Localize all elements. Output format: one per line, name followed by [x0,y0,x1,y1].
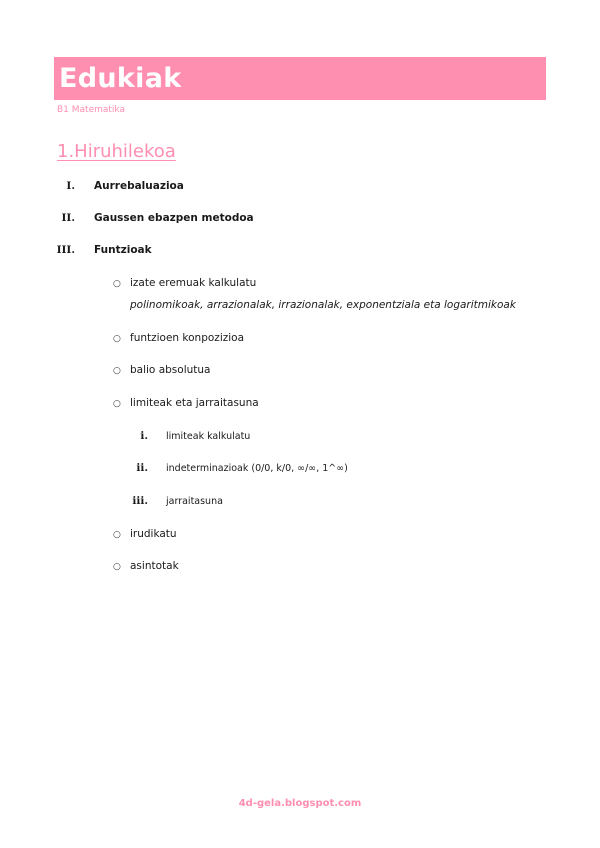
outline-numeral-2: II. [61,212,75,224]
function-item-3: balio absolutua [130,364,211,376]
outline-numeral-1: I. [66,180,75,192]
limit-numeral-2: ii. [136,462,148,474]
function-item-1: izate eremuak kalkulatu [130,277,257,289]
footer-link[interactable]: 4d-gela.blogspot.com [238,798,362,809]
function-item-2: funtzioen konpozizioa [130,332,245,344]
limit-item-1: limiteak kalkulatu [166,431,251,442]
outline-numeral-3: III. [56,244,75,256]
bullet-icon: ○ [113,399,121,409]
bullet-icon: ○ [113,366,121,376]
function-item-6: asintotak [130,560,179,572]
bullet-icon: ○ [113,279,121,289]
function-item-4: limiteak eta jarraitasuna [130,397,259,409]
limit-numeral-1: i. [140,430,148,442]
limit-item-2: indeterminazioak (0/0, k/0, ∞/∞, 1^∞) [166,463,348,474]
page-subtitle: B1 Matematika [57,105,125,115]
title-bar [54,57,546,100]
outline-item-2: Gaussen ebazpen metodoa [94,212,254,224]
section-heading: 1.Hiruhilekoa [57,141,176,162]
bullet-icon: ○ [113,334,121,344]
limit-item-3: jarraitasuna [166,496,223,507]
outline-item-1: Aurrebaluazioa [94,180,184,192]
page-title: Edukiak [59,63,182,94]
function-item-1-note: polinomikoak, arrazionalak, irrazionalak, exponentziala eta logaritmikoak [130,299,516,311]
bullet-icon: ○ [113,530,121,540]
function-item-5: irudikatu [130,528,177,540]
bullet-icon: ○ [113,562,121,572]
outline-item-3: Funtzioak [94,244,152,256]
limit-numeral-3: iii. [132,495,148,507]
